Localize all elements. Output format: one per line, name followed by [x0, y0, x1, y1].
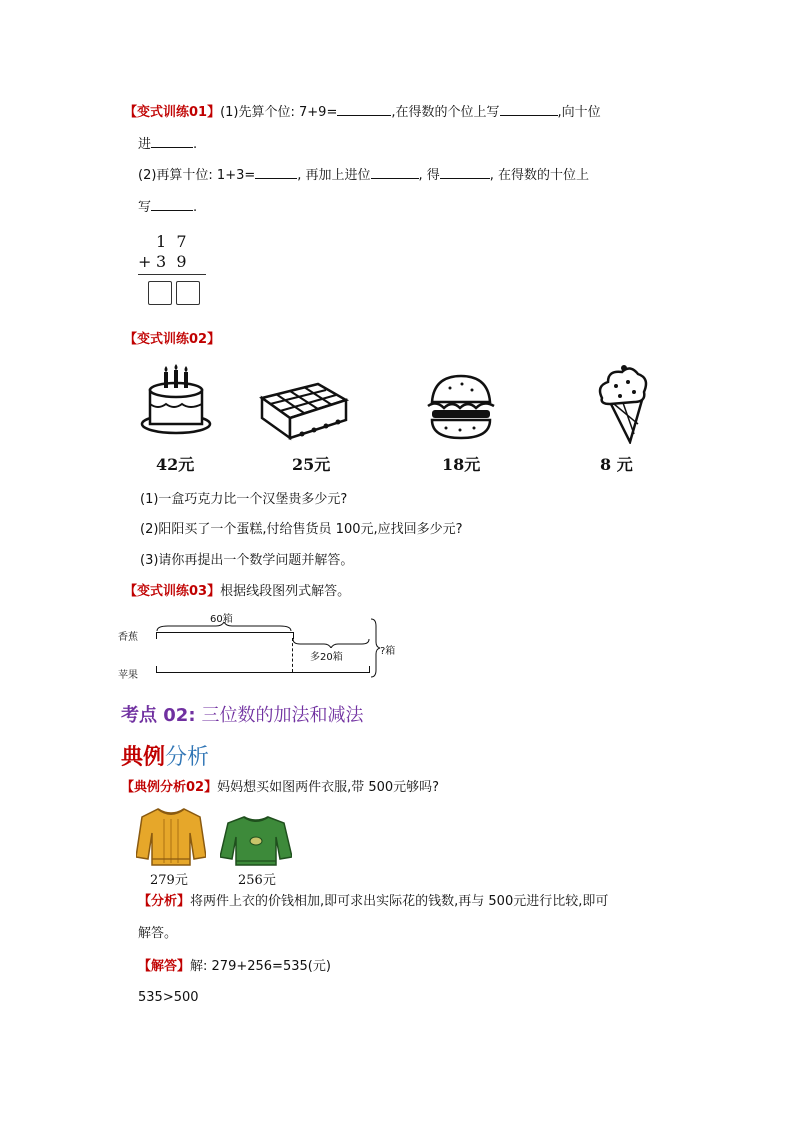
ex2-q1: (1)一盒巧克力比一个汉堡贵多少元? [140, 492, 348, 507]
answer-box-ones[interactable] [176, 281, 200, 305]
ex2-title [124, 331, 220, 349]
ex1-line1-cont: 进 . [138, 137, 198, 152]
answer-blank[interactable] [500, 103, 558, 116]
ex1-line1: 【变式训练01】(1)先算个位: 7+9= ,在得数的个位上写 ,向十位 [124, 105, 601, 120]
ex2-q3: (3)请你再提出一个数学问题并解答。 [140, 553, 354, 568]
apple-segment [156, 666, 370, 673]
label-60: 60箱 [210, 614, 233, 625]
answer-blank[interactable] [371, 166, 419, 179]
total-brace [370, 618, 380, 678]
sum-line [138, 274, 206, 275]
ex4-tag: 【典例分析02】 [121, 780, 218, 795]
answer-blank[interactable] [337, 103, 391, 116]
yellow-sweater-icon [136, 805, 206, 867]
section-heading [121, 701, 364, 727]
sweater1-price: 279元 [150, 873, 188, 888]
ex1-line2: (2)再算十位: 1+3= , 再加上进位 , 得 , 在得数的十位上 [138, 168, 590, 183]
addend-bottom: 3 9 [156, 252, 187, 271]
analysis-line: 【分析】将两件上衣的价钱相加,即可求出实际花的钱数,再与 500元进行比较,即可 [138, 894, 609, 909]
ex1-line3: 写 . [138, 200, 198, 215]
plus-sign: + [138, 252, 152, 271]
vertical-addition [136, 232, 208, 314]
compare-line: 535>500 [138, 990, 199, 1005]
ex2-q2: (2)阳阳买了一个蛋糕,付给售货员 100元,应找回多少元? [140, 522, 463, 537]
banana-segment [156, 632, 294, 639]
addend-top: 1 7 [156, 232, 187, 251]
hamburger-price: 18元 [442, 455, 481, 474]
answer-blank[interactable] [255, 166, 297, 179]
clothes-picture [136, 805, 298, 887]
chocolate-price: 25元 [292, 455, 331, 474]
label-total: ?箱 [380, 646, 396, 657]
section-title: 三位数的加法和减法 [201, 705, 364, 726]
cake-price: 42元 [156, 455, 195, 474]
example-heading: 典例分析 [121, 744, 210, 770]
hamburger-icon [426, 372, 496, 440]
answer-blank[interactable] [151, 198, 193, 211]
line-segment-diagram [118, 608, 400, 684]
green-sweater-icon [220, 815, 292, 867]
more-brace [292, 638, 370, 648]
price-picture [134, 362, 654, 474]
label-more-20: 多20箱 [310, 652, 343, 663]
row-banana: 香蕉 [118, 632, 138, 643]
ex1-tag: 【变式训练01】 [124, 105, 221, 120]
analysis-tag: 【分析】 [138, 894, 191, 909]
chocolate-box-icon [258, 380, 350, 446]
sweater2-price: 256元 [238, 873, 276, 888]
answer-box-tens[interactable] [148, 281, 172, 305]
ex3-tag: 【变式训练03】 [124, 584, 221, 599]
ex3-title: 【变式训练03】根据线段图列式解答。 [124, 584, 351, 599]
analysis-line-2: 解答。 [138, 926, 178, 941]
ex4-title: 【典例分析02】妈妈想买如图两件衣服,带 500元够吗? [121, 780, 440, 795]
ice-cream-price: 8 元 [600, 455, 633, 474]
ex2-tag: 【变式训练02】 [124, 332, 221, 347]
answer-blank[interactable] [440, 166, 490, 179]
ice-cream-icon [594, 364, 650, 444]
section-prefix: 考点 02: [121, 705, 196, 726]
answer-line: 【解答】解: 279+256=535(元) [138, 959, 331, 974]
answer-tag: 【解答】 [138, 959, 191, 974]
top-brace [156, 622, 292, 632]
answer-blank[interactable] [151, 135, 193, 148]
row-apple: 苹果 [118, 670, 138, 681]
cake-icon [138, 364, 214, 438]
